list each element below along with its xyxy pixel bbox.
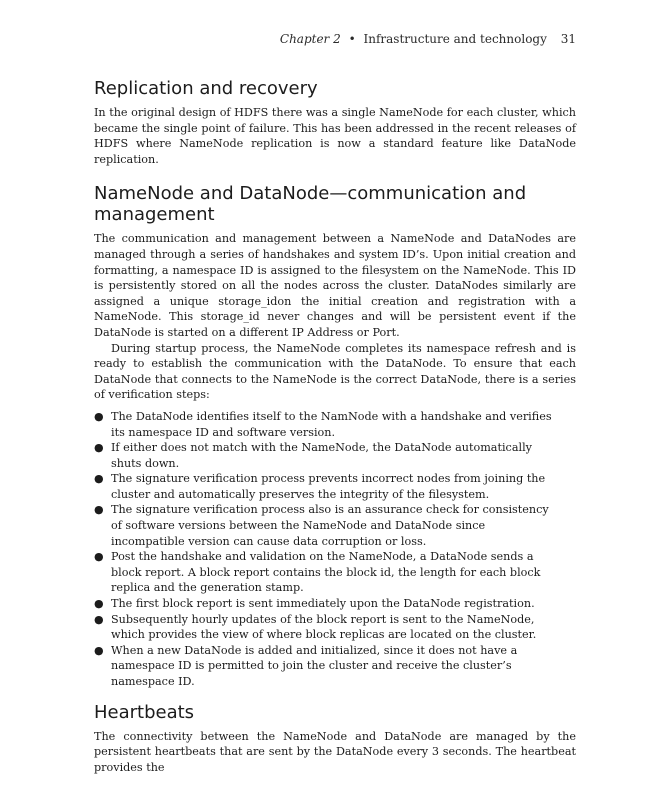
list-item: [94, 549, 576, 596]
paragraph-heartbeats: The connectivity between the NameNode and DataNode are managed by the persistent heartbeats that are sent by the DataNode every 3 seconds. The heartbeat provides the: [94, 729, 576, 774]
paragraph-startup: During startup process, the NameNode completes its namespace refresh and is ready to establish the communication with the DataNode. To ensure that each DataNode that connects to the NameNode is the correct DataNode, there is a series of verification steps:: [94, 341, 576, 402]
bullet-icon: ●: [94, 550, 104, 564]
list-item-text: The signature verification process also is an assurance check for consistency of software versions between the NameNode and DataNode since incompatible version can cause data corruption or loss.: [111, 503, 549, 548]
bullet-icon: ●: [94, 597, 104, 611]
paragraph-communication: The communication and management between a NameNode and DataNodes are managed through a series of handshakes and system ID’s. Upon initial creation and formatting, a namespace ID is assigned to the filesystem on the NameNode. This ID is persistently stored on all the nodes across the cluster. DataNodes similarly are assigned a unique storage_idon the initial creation and registration with a NameNode. This storage_id never changes and will be persistent event if the DataNode is started on a different IP Address or Port.: [94, 232, 576, 339]
list-item-text: When a new DataNode is added and initialized, since it does not have a namespace ID is permitted to join the cluster and receive the cluster’s namespace ID.: [111, 643, 518, 688]
heading-replication-and-recovery: Replication and recovery: [94, 78, 318, 99]
list-item-text: Subsequently hourly updates of the block report is sent to the NameNode, which provides the view of where block replicas are located on the cluster.: [111, 612, 537, 642]
page-body: [94, 78, 576, 775]
list-item-text: The first block report is sent immediately upon the DataNode registration.: [111, 597, 535, 611]
list-item: [94, 440, 576, 471]
paragraph-replication: In the original design of HDFS there was a single NameNode for each cluster, which became the single point of failure. This has been addressed in the recent releases of HDFS where NameNode replication is now a standard feature like DataNode replication.: [94, 106, 576, 166]
list-item: [94, 471, 576, 502]
heading-heartbeats: Heartbeats: [94, 701, 195, 723]
list-item: [94, 596, 576, 612]
list-item-text: The signature verification process prevents incorrect nodes from joining the cluster and automatically preserves the integrity of the filesystem.: [111, 472, 546, 501]
list-item: [94, 502, 576, 549]
list-item: [94, 612, 576, 643]
bullet-icon: ●: [94, 409, 104, 423]
running-head-separator: •: [348, 32, 356, 46]
verification-steps-list: [94, 409, 576, 690]
page-number: 31: [560, 32, 576, 46]
list-item-text: Post the handshake and validation on the NameNode, a DataNode sends a block report. A block report contains the block id, the length for each block replica and the generation stamp.: [111, 550, 541, 595]
list-item-text: If either does not match with the NameNode, the DataNode automatically shuts down.: [111, 441, 532, 470]
running-head-chapter: Chapter 2: [279, 32, 341, 46]
list-item-text: The DataNode identifies itself to the NamNode with a handshake and verifies its namespace ID and software version.: [111, 409, 552, 439]
bullet-icon: ●: [94, 472, 104, 486]
bullet-icon: ●: [94, 643, 104, 657]
bullet-icon: ●: [94, 441, 104, 455]
bullet-icon: ●: [94, 612, 104, 626]
running-head-section-title: Infrastructure and technology: [363, 32, 547, 46]
list-item: [94, 409, 576, 440]
list-item: [94, 643, 576, 690]
heading-namenode-datanode: NameNode and DataNode—communication and management: [94, 183, 527, 226]
bullet-icon: ●: [94, 503, 104, 517]
running-head: [280, 32, 576, 46]
